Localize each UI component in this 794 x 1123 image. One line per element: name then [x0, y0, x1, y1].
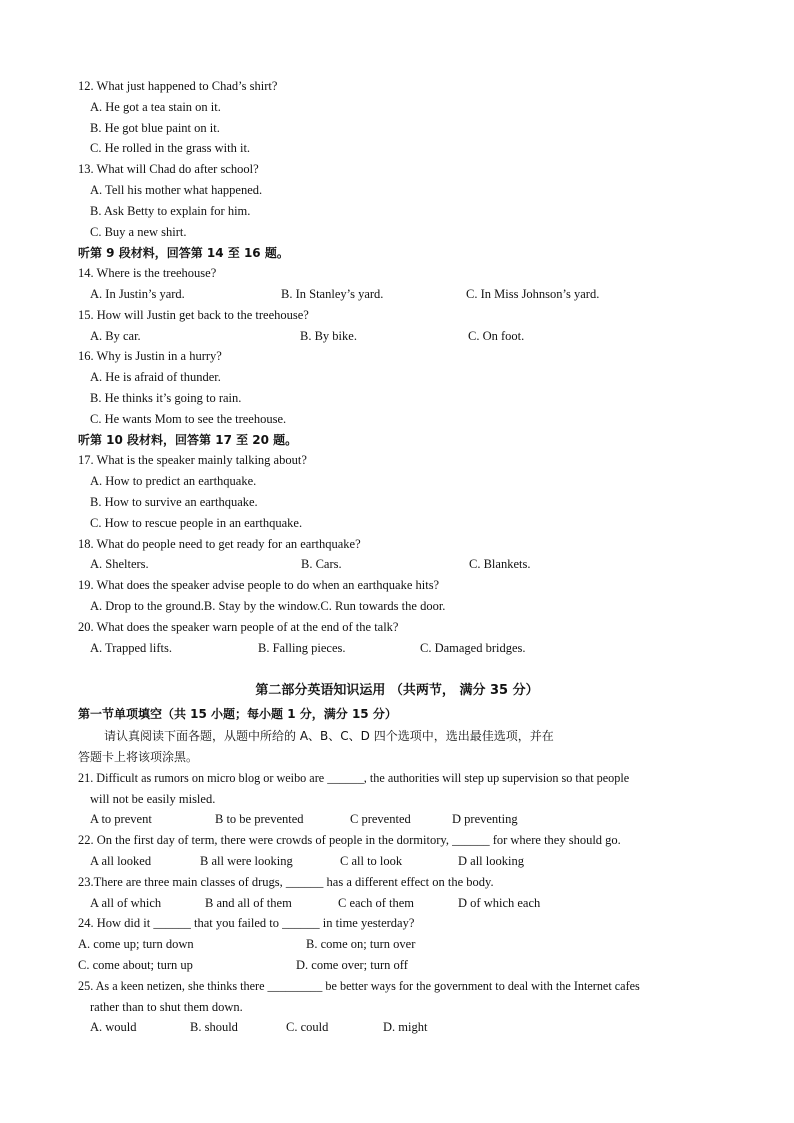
question-22-option-c: C all to look [340, 854, 403, 868]
question-18-option-c: C. Blankets. [469, 557, 531, 571]
question-12-option-c: C. He rolled in the grass with it. [90, 141, 251, 155]
question-12-stem: 12. What just happened to Chad’s shirt? [78, 79, 278, 93]
question-15-option-b: B. By bike. [300, 329, 357, 343]
question-16-option-c: C. He wants Mom to see the treehouse. [90, 412, 287, 426]
question-22-option-a: A all looked [90, 854, 152, 868]
question-17-stem: 17. What is the speaker mainly talking about? [78, 453, 307, 467]
question-14-option-b: B. In Stanley’s yard. [281, 287, 384, 301]
question-25-stem-cont: rather than to shut them down. [90, 1000, 243, 1014]
question-23-option-c: C each of them [338, 896, 415, 910]
question-25-option-b: B. should [190, 1020, 238, 1034]
question-21-stem: 21. Difficult as rumors on micro blog or weibo are ______, the authorities will step up supervision so that people [78, 771, 630, 785]
question-16-option-b: B. He thinks it’s going to rain. [90, 391, 242, 405]
question-19-stem: 19. What does the speaker advise people to do when an earthquake hits? [78, 578, 440, 592]
question-16-stem: 16. Why is Justin in a hurry? [78, 349, 222, 363]
question-15-stem: 15. How will Justin get back to the treehouse? [78, 308, 309, 322]
instructions-line-2: 答题卡上将该项涂黑。 [78, 750, 199, 764]
question-22-stem: 22. On the first day of term, there were crowds of people in the dormitory, ______ for where they should go. [78, 833, 621, 847]
question-15-option-c: C. On foot. [468, 329, 525, 343]
question-22-option-b: B all were looking [200, 854, 293, 868]
question-14-option-c: C. In Miss Johnson’s yard. [466, 287, 600, 301]
question-13-option-a: A. Tell his mother what happened. [90, 183, 263, 197]
question-25-option-d: D. might [383, 1020, 428, 1034]
question-12-option-b: B. He got blue paint on it. [90, 121, 220, 135]
section-10-heading: 听第 10 段材料，回答第 17 至 20 题。 [78, 433, 298, 447]
question-25-option-a: A. would [90, 1020, 137, 1034]
question-19-options: A. Drop to the ground.B. Stay by the window.C. Run towards the door. [90, 599, 446, 613]
question-24-stem: 24. How did it ______ that you failed to ______ in time yesterday? [78, 916, 415, 930]
question-21-option-c: C prevented [350, 812, 411, 826]
question-24-option-a: A. come up; turn down [78, 937, 194, 951]
question-20-stem: 20. What does the speaker warn people of at the end of the talk? [78, 620, 399, 634]
question-25-option-c: C. could [286, 1020, 329, 1034]
question-18-option-b: B. Cars. [301, 557, 342, 571]
question-13-option-b: B. Ask Betty to explain for him. [90, 204, 251, 218]
question-17-option-a: A. How to predict an earthquake. [90, 474, 257, 488]
question-21-stem-cont: will not be easily misled. [90, 792, 216, 806]
question-20-option-a: A. Trapped lifts. [90, 641, 172, 655]
question-15-option-a: A. By car. [90, 329, 141, 343]
question-22-option-d: D all looking [458, 854, 524, 868]
question-13-stem: 13. What will Chad do after school? [78, 162, 259, 176]
question-16-option-a: A. He is afraid of thunder. [90, 370, 221, 384]
question-23-stem: 23.There are three main classes of drugs, ______ has a different effect on the body. [78, 875, 494, 889]
question-23-option-b: B and all of them [205, 896, 292, 910]
question-17-option-c: C. How to rescue people in an earthquake. [90, 516, 303, 530]
question-14-stem: 14. Where is the treehouse? [78, 266, 217, 280]
question-21-option-a: A to prevent [90, 812, 152, 826]
question-18-stem: 18. What do people need to get ready for an earthquake? [78, 537, 361, 551]
part-2-title: 第二部分英语知识运用 （共两节， 满分 35 分） [255, 683, 539, 698]
question-24-option-c: C. come about; turn up [78, 958, 193, 972]
question-25-stem: 25. As a keen netizen, she thinks there _________ be better ways for the government to deal with the Internet cafes [78, 979, 640, 993]
question-24-option-d: D. come over; turn off [296, 958, 408, 972]
question-13-option-c: C. Buy a new shirt. [90, 225, 187, 239]
section-9-heading: 听第 9 段材料，回答第 14 至 16 题。 [78, 246, 289, 260]
question-18-option-a: A. Shelters. [90, 557, 149, 571]
question-23-option-a: A all of which [90, 896, 162, 910]
question-24-option-b: B. come on; turn over [306, 937, 416, 951]
question-23-option-d: D of which each [458, 896, 541, 910]
question-20-option-c: C. Damaged bridges. [420, 641, 526, 655]
question-20-option-b: B. Falling pieces. [258, 641, 346, 655]
question-21-option-d: D preventing [452, 812, 518, 826]
question-21-option-b: B to be prevented [215, 812, 304, 826]
instructions-line-1: 请认真阅读下面各题，从题中所给的 A、B、C、D 四个选项中，选出最佳选项，并在 [104, 729, 554, 743]
section-1-heading: 第一节单项填空（共 15 小题；每小题 1 分，满分 15 分） [78, 707, 397, 721]
question-17-option-b: B. How to survive an earthquake. [90, 495, 258, 509]
question-14-option-a: A. In Justin’s yard. [90, 287, 185, 301]
question-12-option-a: A. He got a tea stain on it. [90, 100, 221, 114]
